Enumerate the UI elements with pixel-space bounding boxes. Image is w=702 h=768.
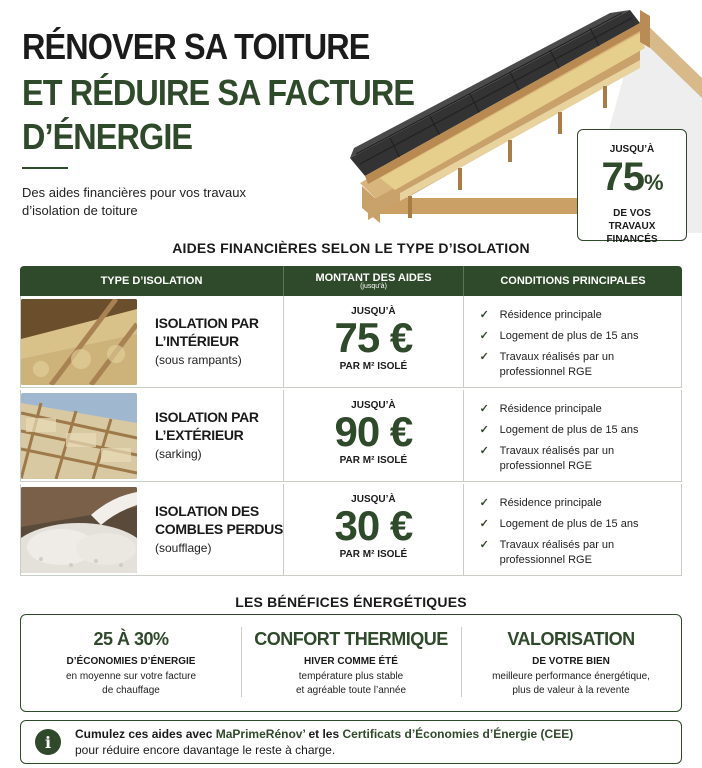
type-name-line2: L’INTÉRIEUR [155, 333, 239, 349]
aid-row-attic [20, 484, 682, 576]
check-icon: ✓ [479, 539, 489, 551]
amount-unit: PAR M² ISOLÉ [339, 455, 408, 466]
check-icon: ✓ [479, 518, 489, 530]
type-subtitle: (sarking) [155, 447, 202, 461]
conditions-cell [464, 296, 681, 387]
type-cell [21, 484, 284, 575]
benefit-key: D’ÉCONOMIES D’ÉNERGIE [66, 656, 196, 667]
check-icon: ✓ [479, 424, 489, 436]
condition-item [480, 402, 681, 417]
condition-text: Résidence principale [499, 403, 602, 415]
type-subtitle: (sous rampants) [155, 353, 242, 367]
benefit-key: HIVER COMME ÉTÉ [304, 656, 398, 667]
condition-text: Travaux réalisés par un professionnel RGE [499, 351, 615, 378]
photo-blown-insulation [21, 487, 137, 573]
badge-number: 75 [601, 155, 644, 199]
benefit-heading: VALORISATION [507, 629, 635, 649]
benefit-desc-line2: et agréable toute l’année [295, 685, 407, 696]
info-link-cee: Certificats d’Économies d’Énergie (CEE) [342, 727, 574, 741]
condition-text: Logement de plus de 15 ans [499, 424, 639, 436]
amount-value: 90 € [334, 408, 413, 455]
aids-table-header [20, 266, 682, 296]
title-divider [22, 167, 68, 169]
benefit-desc-line1: température plus stable [298, 671, 404, 682]
aid-row-exterior [20, 390, 682, 482]
check-icon: ✓ [479, 497, 489, 509]
condition-item [480, 308, 681, 323]
condition-item [480, 423, 681, 438]
type-cell [21, 296, 284, 387]
condition-text: Travaux réalisés par un professionnel RGE [499, 539, 615, 566]
check-icon: ✓ [479, 445, 489, 457]
check-icon: ✓ [479, 403, 489, 415]
photo-interior-insulation [21, 299, 137, 385]
amount-prefix: JUSQU’À [351, 494, 396, 505]
type-subtitle: (soufflage) [155, 541, 212, 555]
benefits-panel [20, 614, 682, 712]
type-name-line1: ISOLATION PAR [155, 315, 259, 331]
check-icon: ✓ [479, 351, 489, 363]
amount-cell [284, 296, 463, 387]
subtitle: Des aides financières pour vos travaux d’isolation de toiture [22, 185, 247, 218]
type-name-line2: L’EXTÉRIEUR [155, 427, 244, 443]
badge-value [578, 157, 686, 203]
type-label [155, 408, 259, 463]
type-label [155, 502, 283, 557]
col-amount-header [284, 266, 464, 296]
benefit-savings [21, 615, 241, 711]
benefit-heading: 25 À 30% [93, 629, 169, 649]
condition-text: Travaux réalisés par un professionnel RGE [499, 445, 615, 472]
benefit-desc-line1: en moyenne sur votre facture [65, 671, 197, 682]
type-name-line1: ISOLATION DES [155, 503, 259, 519]
condition-text: Résidence principale [499, 309, 602, 321]
conditions-cell [464, 390, 681, 481]
amount-value: 75 € [334, 314, 413, 361]
condition-item [480, 517, 681, 532]
info-text [75, 726, 573, 758]
info-link-maprimerenov: MaPrimeRénov’ [215, 727, 306, 741]
badge-bottom-label: DE VOS TRAVAUX FINANCÉS [606, 208, 658, 245]
benefit-desc [461, 670, 681, 698]
amount-prefix: JUSQU’À [351, 400, 396, 411]
col-type-header: TYPE D’ISOLATION [20, 266, 284, 296]
benefit-heading: CONFORT THERMIQUE [254, 629, 448, 649]
funding-badge [577, 129, 687, 245]
condition-item [480, 444, 681, 474]
badge-top-label: JUSQU’À [609, 144, 655, 155]
amount-prefix: JUSQU’À [351, 306, 396, 317]
aids-section-title: AIDES FINANCIÈRES SELON LE TYPE D’ISOLATION [172, 240, 530, 256]
title-line-1: RÉNOVER SA TOITURE [22, 26, 370, 67]
condition-text: Résidence principale [499, 497, 602, 509]
badge-unit: % [643, 170, 663, 195]
info-line2: pour réduire encore davantage le reste à charge. [75, 743, 336, 757]
type-label [155, 314, 259, 369]
benefit-key: DE VOTRE BIEN [532, 656, 610, 667]
benefit-comfort [241, 615, 461, 711]
benefit-value [461, 615, 681, 711]
check-icon: ✓ [479, 309, 489, 321]
condition-item [480, 329, 681, 344]
type-name-line2: COMBLES PERDUS [155, 521, 284, 537]
conditions-cell [464, 484, 681, 575]
benefit-desc-line2: plus de valeur à la revente [512, 685, 630, 696]
benefit-desc [21, 670, 241, 698]
amount-unit: PAR M² ISOLÉ [339, 549, 408, 560]
condition-item [480, 350, 681, 380]
amount-cell [284, 390, 463, 481]
type-name-line1: ISOLATION PAR [155, 409, 259, 425]
condition-item [480, 496, 681, 511]
title-line-2: ET RÉDUIRE SA FACTURE [22, 72, 415, 113]
info-part3: et les [305, 727, 343, 741]
benefit-desc-line1: meilleure performance énergétique, [492, 671, 650, 682]
aid-row-interior [20, 296, 682, 388]
amount-unit: PAR M² ISOLÉ [339, 361, 408, 372]
col-amount-label: MONTANT DES AIDES [315, 272, 432, 284]
condition-text: Logement de plus de 15 ans [499, 330, 639, 342]
amount-value: 30 € [334, 502, 413, 549]
benefits-section-title: LES BÉNÉFICES ÉNERGÉTIQUES [235, 594, 467, 610]
info-banner [20, 720, 682, 764]
info-line1 [75, 726, 573, 742]
col-amount-note: (jusqu’à) [360, 283, 387, 290]
benefit-desc [241, 670, 461, 698]
benefit-desc-line2: de chauffage [102, 685, 160, 696]
info-icon: i [35, 729, 61, 755]
photo-exterior-insulation [21, 393, 137, 479]
condition-item [480, 538, 681, 568]
amount-cell [284, 484, 463, 575]
title-line-3: D’ÉNERGIE [22, 116, 193, 157]
info-part1: Cumulez ces aides avec [75, 727, 216, 741]
check-icon: ✓ [479, 330, 489, 342]
condition-text: Logement de plus de 15 ans [499, 518, 639, 530]
col-conditions-header: CONDITIONS PRINCIPALES [500, 275, 646, 287]
type-cell [21, 390, 284, 481]
